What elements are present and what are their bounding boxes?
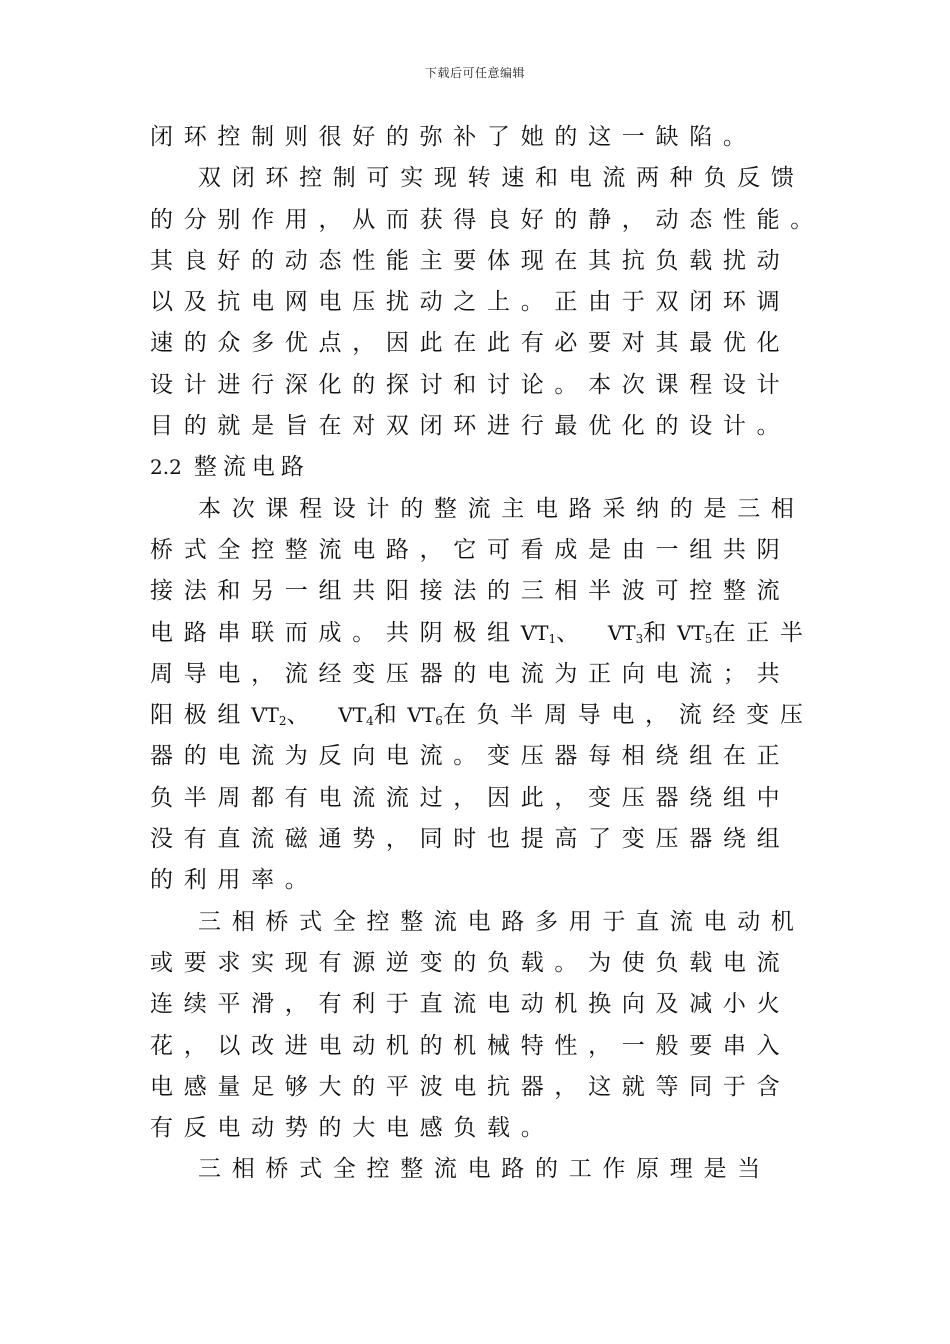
text-line: 接法和另一组共阳接法的三相半波可控整流: [150, 578, 791, 605]
section-heading: [150, 447, 810, 488]
text-line: 速的众多优点，因此在此有必要对其最优化: [150, 330, 791, 357]
thyristor-label: $VT_2$: [251, 703, 287, 729]
text-line: 其良好的动态性能主要体现在其抗负载扰动: [150, 247, 791, 274]
text-line: 三相桥式全控整流电路多用于直流电动机: [198, 908, 805, 935]
page-header: 下载后可任意编辑: [424, 66, 525, 80]
text-line: 桥式全控整流电路，它可看成是由一组共阴: [150, 536, 791, 563]
text-line: 器的电流为反向电流。变压器每相绕组在正: [150, 743, 791, 770]
text-line: [150, 695, 814, 736]
text-line: 双闭环控制可实现转速和电流两种负反馈: [198, 165, 805, 192]
text-line: 以及抗电网电压扰动之上。正由于双闭环调: [150, 289, 791, 316]
separator: 、: [556, 619, 590, 646]
text-line: 的利用率。: [150, 867, 319, 894]
text-segment: 在负半周导电，流经变压: [442, 702, 814, 729]
text-line: 电感量足够大的平波电抗器，这就等同于含: [150, 1073, 791, 1100]
section-title: 整流电路: [193, 454, 310, 481]
text-segment: 和: [643, 619, 677, 646]
text-segment: 在正半: [712, 619, 814, 646]
text-line: 连续平滑，有利于直流电动机换向及减小火: [150, 991, 791, 1018]
text-segment: 阳极组: [150, 702, 252, 729]
text-line: 或要求实现有源逆变的负载。为使负载电流: [150, 949, 791, 976]
text-line: 负半周都有电流流过，因此，变压器绕组中: [150, 784, 791, 811]
separator: 、: [286, 702, 321, 729]
text-line: 三相桥式全控整流电路的工作原理是当: [198, 1156, 771, 1183]
text-line: 目的就是旨在对双闭环进行最优化的设计。: [150, 413, 791, 440]
text-line: [150, 613, 814, 654]
document-body: [150, 117, 824, 1191]
text-line: 设计进行深化的探讨和讨论。本次课程设计: [150, 371, 791, 398]
text-line: 闭环控制则很好的弥补了她的这一缺陷。: [150, 124, 757, 150]
text-line: 花，以改进电动机的机械特性，一般要串入: [150, 1032, 791, 1059]
text-segment: 和: [373, 702, 408, 729]
thyristor-label: $VT_4$: [338, 703, 374, 729]
text-line: 有反电动势的大电感负载。: [150, 1115, 555, 1142]
text-line: 本次课程设计的整流主电路采纳的是三相: [198, 495, 805, 522]
text-line: 周导电，流经变压器的电流为正向电流；共: [150, 660, 791, 687]
thyristor-label: $VT_1$: [520, 620, 557, 646]
text-line: 没有直流磁通势，同时也提高了变压器绕组: [150, 826, 791, 853]
thyristor-label: $VT_5$: [677, 620, 713, 646]
section-number: 2.2: [150, 455, 182, 480]
text-segment: 电路串联而成。共阴极组: [150, 619, 521, 646]
thyristor-label: $VT_6$: [407, 703, 443, 729]
text-line: 的分别作用，从而获得良好的静，动态性能。: [150, 206, 824, 233]
thyristor-label: $VT_3$: [607, 620, 644, 646]
